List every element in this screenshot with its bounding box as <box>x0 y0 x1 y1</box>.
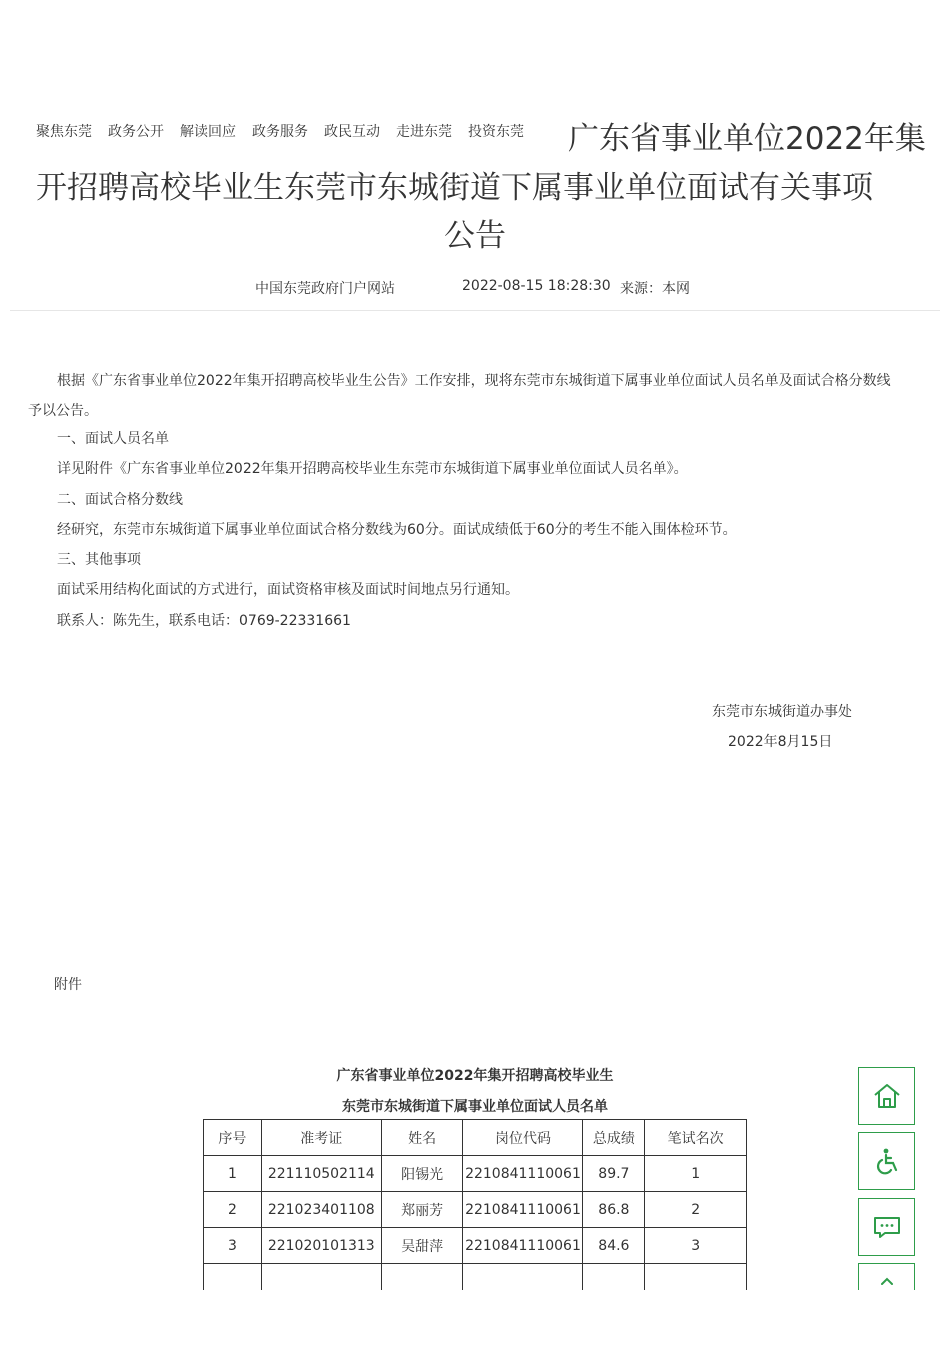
home-button[interactable] <box>858 1067 915 1125</box>
nav-item-interpretation[interactable]: 解读回应 <box>180 124 236 140</box>
header-index: 序号 <box>204 1120 262 1156</box>
header-written-rank: 笔试名次 <box>645 1120 747 1156</box>
cell-position-code: 2210841110061 <box>463 1192 583 1228</box>
signature-date: 2022年8月15日 <box>728 734 833 750</box>
cell-total-score: 84.6 <box>583 1228 645 1264</box>
message-icon <box>872 1212 902 1242</box>
back-to-top-icon <box>879 1276 895 1286</box>
header-ticket: 准考证 <box>261 1120 381 1156</box>
cell-name: 郑丽芳 <box>381 1192 463 1228</box>
nav-item-government-affairs[interactable]: 政务公开 <box>108 124 164 140</box>
home-icon <box>872 1081 902 1111</box>
nav-item-focus[interactable]: 聚焦东莞 <box>36 124 92 140</box>
section1-heading: 一、面试人员名单 <box>57 431 169 447</box>
article-title-part1: 广东省事业单位2022年集 <box>568 121 926 157</box>
nav-item-invest[interactable]: 投资东莞 <box>468 124 524 140</box>
table-row <box>204 1156 747 1192</box>
section3-heading: 三、其他事项 <box>57 552 141 568</box>
header-position-code: 岗位代码 <box>463 1120 583 1156</box>
attachment-title-2: 东莞市东城街道下属事业单位面试人员名单 <box>342 1099 608 1115</box>
cell-total-score: 86.8 <box>583 1192 645 1228</box>
cell-written-rank: 2 <box>645 1192 747 1228</box>
article-site: 中国东莞政府门户网站 <box>255 281 395 297</box>
section2-body: 经研究，东莞市东城街道下属事业单位面试合格分数线为60分。面试成绩低于60分的考生不能入围体检环节。 <box>57 522 737 538</box>
source-label: 来源： <box>620 281 662 297</box>
table-row <box>204 1192 747 1228</box>
article-title-part3: 公告 <box>444 218 506 254</box>
intro-paragraph: 根据《广东省事业单位2022年集开招聘高校毕业生公告》工作安排，现将东莞市东城街道下属事业单位面试人员名单及面试合格分数线予以公告。 <box>28 373 891 419</box>
back-to-top-button[interactable] <box>858 1263 915 1290</box>
cell-ticket: 221023401108 <box>261 1192 381 1228</box>
header-name: 姓名 <box>381 1120 463 1156</box>
cell-position-code: 2210841110061 <box>463 1156 583 1192</box>
nav-item-explore[interactable]: 走进东莞 <box>396 124 452 140</box>
nav-item-interaction[interactable]: 政民互动 <box>324 124 380 140</box>
section1-body: 详见附件《广东省事业单位2022年集开招聘高校毕业生东莞市东城街道下属事业单位面试人员名单》。 <box>57 461 688 477</box>
article-title-part2: 开招聘高校毕业生东莞市东城街道下属事业单位面试有关事项 <box>36 170 873 206</box>
header-divider <box>10 310 940 311</box>
section2-heading: 二、面试合格分数线 <box>57 492 183 508</box>
cell-written-rank: 1 <box>645 1156 747 1192</box>
table-header-row <box>204 1120 747 1156</box>
cell-written-rank: 3 <box>645 1228 747 1264</box>
header-total-score: 总成绩 <box>583 1120 645 1156</box>
article-datetime: 2022-08-15 18:28:30 <box>462 278 611 294</box>
cell-index: 2 <box>204 1192 262 1228</box>
table-row <box>204 1228 747 1264</box>
top-nav <box>36 121 524 141</box>
cell-total-score: 89.7 <box>583 1156 645 1192</box>
attachment-label: 附件 <box>54 977 82 993</box>
message-button[interactable] <box>858 1198 915 1256</box>
cell-index: 1 <box>204 1156 262 1192</box>
source-value: 本网 <box>662 281 690 297</box>
attachment-title-1: 广东省事业单位2022年集开招聘高校毕业生 <box>336 1068 614 1084</box>
cell-name: 阳锡光 <box>381 1156 463 1192</box>
candidate-table <box>203 1119 747 1300</box>
nav-item-services[interactable]: 政务服务 <box>252 124 308 140</box>
cell-ticket: 221110502114 <box>261 1156 381 1192</box>
contact-info: 联系人：陈先生，联系电话：0769-22331661 <box>57 613 351 629</box>
article-source <box>620 278 690 298</box>
accessibility-button[interactable] <box>858 1132 915 1190</box>
cell-name: 吴甜萍 <box>381 1228 463 1264</box>
cell-position-code: 2210841110061 <box>463 1228 583 1264</box>
section3-body: 面试采用结构化面试的方式进行，面试资格审核及面试时间地点另行通知。 <box>57 582 519 598</box>
bottom-cutoff <box>0 1290 950 1345</box>
cell-index: 3 <box>204 1228 262 1264</box>
accessibility-icon <box>872 1146 902 1176</box>
signature: 东莞市东城街道办事处 <box>712 704 852 720</box>
cell-ticket: 221020101313 <box>261 1228 381 1264</box>
